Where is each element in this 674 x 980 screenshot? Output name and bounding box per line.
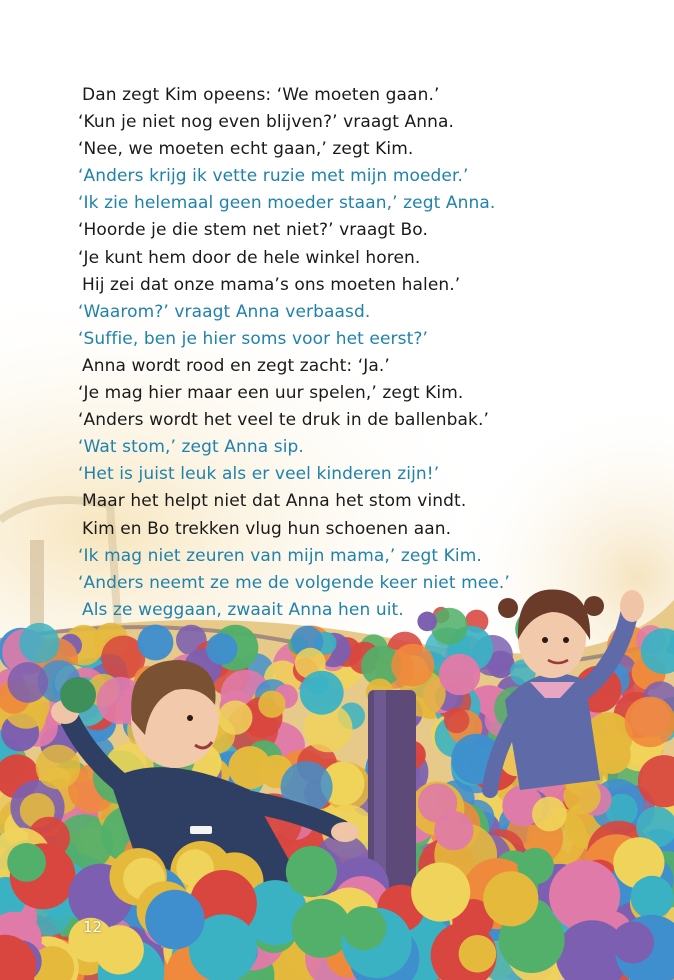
story-line: ‘Hoorde je die stem net niet?’ vraagt Bo. [78,220,429,241]
story-line: ‘Nee, we moeten echt gaan,’ zegt Kim. [78,139,414,160]
ball [459,935,497,973]
ball [342,906,386,950]
ball [444,708,470,734]
ball [439,654,480,695]
ball [612,922,654,964]
ball [532,797,567,832]
ball [145,890,204,949]
story-line: ‘Kun je niet nog even blijven?’ vraagt Anna. [78,112,455,133]
story-line: Kim en Bo trekken vlug hun schoenen aan. [82,518,452,539]
ball [483,871,538,926]
ball [391,644,434,687]
ball [434,811,473,850]
ball [36,745,81,790]
story-line: Als ze weggaan, zwaait Anna hen uit. [82,599,404,620]
ball [631,876,674,919]
page-number: 12 [83,918,103,936]
story-line: ‘Anders wordt het veel te druk in de ballenbak.’ [78,410,490,431]
story-line: ‘Waarom?’ vraagt Anna verbaasd. [78,301,371,322]
ball [258,691,285,718]
ball [137,625,173,661]
ball [549,860,620,931]
story-line: ‘Anders krijg ik vette ruzie met mijn moeder.’ [78,166,469,187]
story-line: Anna wordt rood en zegt zacht: ‘Ja.’ [82,355,390,376]
ball [286,846,337,897]
ball [19,623,59,663]
story-line: Hij zei dat onze mama’s ons moeten halen.’ [82,274,461,295]
ball [300,671,344,715]
story-line: ‘Suffie, ben je hier soms voor het eerst?’ [78,328,428,349]
story-line: Dan zegt Kim opeens: ‘We moeten gaan.’ [82,85,440,105]
ball [7,843,46,882]
story-line: ‘Het is juist leuk als er veel kinderen zijn!’ [78,464,440,485]
story-line: ‘Je kunt hem door de hele winkel horen. [78,247,421,268]
ball [8,662,49,703]
story-line: Maar het helpt niet dat Anna het stom vindt. [82,491,467,512]
story-line: ‘Ik mag niet zeuren van mijn mama,’ zegt Kim. [78,545,482,566]
ball [228,746,271,789]
story-text [78,82,638,624]
story-line: ‘Anders neemt ze me de volgende keer niet mee.’ [78,572,510,593]
ball [218,700,252,734]
ball [292,899,351,958]
ball [625,697,674,748]
ball [206,633,237,664]
ball [411,862,470,921]
story-line: ‘Wat stom,’ zegt Anna sip. [78,437,304,458]
story-line: ‘Ik zie helemaal geen moeder staan,’ zegt Anna. [78,193,496,214]
story-line: ‘Je mag hier maar een uur spelen,’ zegt Kim. [78,383,464,404]
